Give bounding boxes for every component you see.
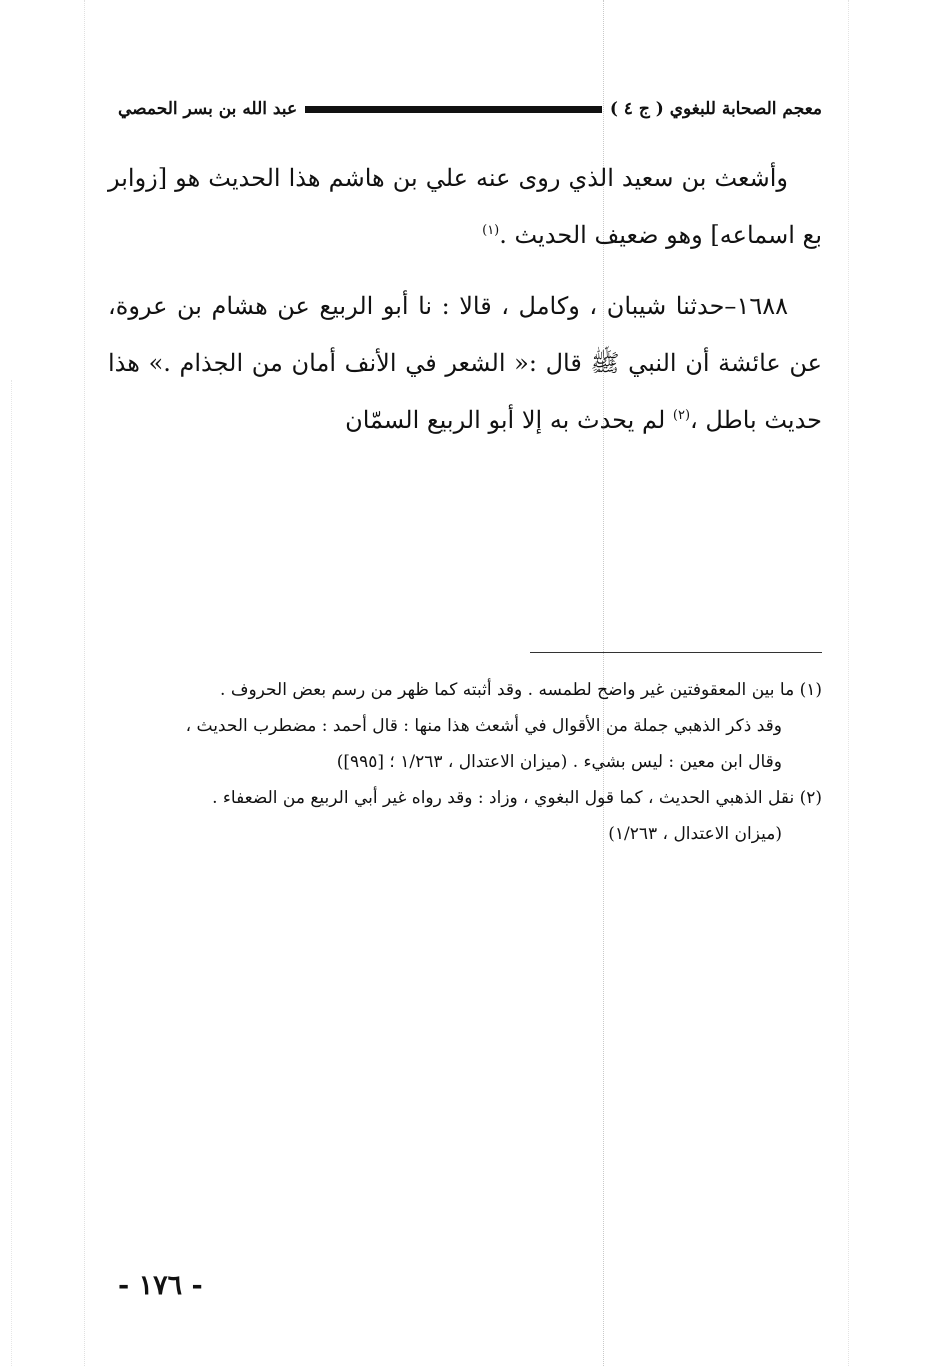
- footnotes: [108, 672, 822, 852]
- paragraph-1: [108, 150, 822, 264]
- scan-artifact-line: [848, 0, 849, 1366]
- header-section-name: عبد الله بن بسر الحمصي: [118, 99, 298, 119]
- paragraph-2: [108, 278, 822, 449]
- paragraph-2-text: ١٦٨٨–حدثنا شيبان ، وكامل ، قالا : نا أبو الربيع عن هشام بن عروة، عن عائشة أن النبي ﷺ قال :« الشعر في الأنف أمان من الجذام .» هذا حديث باطل ،: [108, 292, 822, 434]
- footnote-2-line-2: (ميزان الاعتدال ، ١/٢٦٣): [608, 824, 782, 844]
- scan-artifact-line: [11, 380, 12, 1366]
- footnote-2-line-1: (٢) نقل الذهبي الحديث ، كما قول البغوي ، وزاد : وقد رواه غير أبي الربيع من الضعفاء .: [212, 788, 822, 808]
- header-book-title: معجم الصحابة للبغوي ( ج ٤ ): [609, 99, 822, 119]
- footnote-ref-2: (٢): [672, 408, 691, 423]
- page-number: - ١٧٦ -: [118, 1270, 203, 1301]
- paragraph-1-text: وأشعث بن سعيد الذي روى عنه علي بن هاشم هذا الحديث هو [زوابر بع اسماعه] وهو ضعيف الحديث .: [108, 164, 822, 249]
- footnote-1-line-3: وقال ابن معين : ليس بشيء . (ميزان الاعتدال ، ١/٢٦٣ ؛ [٩٩٥]): [336, 752, 782, 772]
- footnote-1-line-1: (١) ما بين المعقوفتين غير واضح لطمسه . وقد أثبته كما ظهر من رسم بعض الحروف .: [220, 680, 822, 700]
- scan-artifact-line: [84, 0, 85, 1366]
- footnote-1-line-2: وقد ذكر الذهبي جملة من الأقوال في أشعث هذا منها : قال أحمد : مضطرب الحديث ،: [185, 716, 782, 736]
- footnote-separator: [530, 652, 822, 653]
- header-rule: [305, 106, 602, 113]
- main-text: [108, 150, 822, 449]
- paragraph-2-end: لم يحدث به إلا أبو الربيع السمّان: [345, 406, 673, 434]
- footnote-ref-1: (١): [482, 223, 500, 238]
- running-header: [118, 92, 822, 126]
